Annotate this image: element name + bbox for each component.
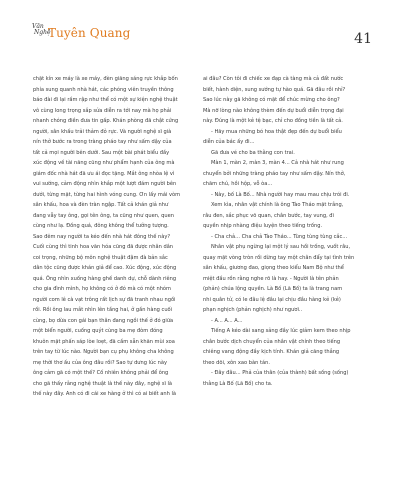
text-line: Sao lúc này gã không có mặt để chúc mừng cho ông? <box>203 97 340 104</box>
text-line: chuyển bởi những tràng pháo tay như sấm dậy. Nín thở, <box>203 170 346 177</box>
text-line: cho gã thấy rằng nghệ thuật là thế này đây, nghệ sĩ là <box>33 380 173 387</box>
text-line: sân khấu, hoa và đèn tràn ngập. Tất cả khán giả như <box>33 202 169 209</box>
text-line: Gã đưa vé cho ba thằng con trai. <box>211 149 295 156</box>
text-line: này. Đúng là một kẻ tệ bạc, chỉ cho đồng tiền là tất cả. <box>203 118 343 125</box>
text-line: Nhân vật phụ ngừng lại một lý sau hồi trống, vuốt râu, <box>211 244 351 251</box>
text-line: Cuối cùng thì tinh hoa văn hóa cũng đã được nhân dân <box>33 244 174 251</box>
text-line: - A... A... A... <box>211 317 243 324</box>
text-line: cho gia đình mình, họ không có ở đó mà có một nhóm <box>33 286 171 293</box>
text-line: - Đây đâu... Phả của thân (của thành) bất sống (sống) <box>211 370 349 377</box>
text-line: người, sân khấu trải thảm đỏ rực. Và người nghệ sĩ già <box>33 128 172 135</box>
text-line: một biển người, cuống quýt cùng ba mẹ đòm đóng <box>33 328 163 335</box>
text-line: rồi. Rồi ông lau mắt nhìn lên tầng hai, ở gần hàng cuối <box>33 307 173 314</box>
text-line: người com lê cà vạt trông rất lịch sự đã tranh nhau ngồi <box>33 296 176 303</box>
text-line: khuôn mặt phấn sáp lòe loẹt, đã cầm sẵn khăn mùi xoa <box>33 338 175 345</box>
text-line: Mà nỡ lòng nào không thèm đến dự buổi diễn trọng đại <box>203 107 344 114</box>
text-line: nhi quân tử, có le đâu lệ đâu lại chịu đầu hàng kẻ (kẻ) <box>203 296 341 303</box>
text-line: Xem kìa, nhân vật chính là ông Tào Tháo mặt trắng, <box>211 202 344 209</box>
text-line: râu đen, sắc phục võ quan, chân bước, tay vung, đi <box>203 212 334 219</box>
text-line: sân khấu, giương đao, giọng theo kiểu Nam Bộ như thể <box>203 265 344 272</box>
text-line: mẹ thời thơ ấu của ông đâu rồi? Sao tự dưng lúc này <box>33 359 168 366</box>
text-line: nín thở bước ra trong tràng pháo tay như sấm dậy của <box>33 139 172 146</box>
text-line: phía sung quanh nhà hát, các phóng viên truyền thông <box>33 86 174 93</box>
text-line: chân bước dịch chuyển của nhân vật chính theo tiếng <box>203 338 341 345</box>
text-line: - Cha chả... Cha chả Tào Tháo... Tùng tùng tùng cắc... <box>211 233 348 240</box>
text-line: Tiếng A kéo dài sang sảng đầy lúc giảm kem theo nhịp <box>211 328 351 335</box>
text-line: vui sướng, cảm động nhìn khắp một lượt đám người bên <box>33 181 177 188</box>
left-text-column <box>33 74 201 400</box>
text-line: chiêng vang động đầy kịch tính. Khán giả căng thẳng <box>203 349 340 356</box>
logo-word-nghe: Nghệ <box>34 29 51 36</box>
text-line: giám đốc nhà hát đã ưu ái đọc tặng. Mắt ông nhòa lệ vì <box>33 170 175 177</box>
text-line: cùng như lạ. Đồng quá, đông không thể tưởng tượng. <box>33 223 169 230</box>
text-line: quay mặt vòng tròn rồi dừng tay một chân đẩy tại tình trên <box>203 254 355 261</box>
text-line: đang vẫy tay ông, gọi tên ông, ta cũng như quen, quen <box>33 212 174 219</box>
text-line: vô cùng long trọng sắp sửa diễn ra tới nay mà họ phải <box>33 107 172 114</box>
text-line: diễn của bác ấy đi... <box>203 139 255 146</box>
text-line: thế này đây. Anh có đi cái xe hàng ở thì có ai biết anh là <box>33 391 177 398</box>
text-line: quyền nhịp nhàng điệu luyện theo tiếng trống. <box>203 223 323 230</box>
text-line: miệt đầu rồn rằng nghe rõ là hay. - Người là tên phản <box>203 275 339 282</box>
text-line: ai đâu? Còn tôi đi chiếc xe đạp cà tàng mà cả đất nước <box>203 76 344 82</box>
magazine-logo-title: Tuyên Quang <box>48 26 131 40</box>
text-line: cùng, bọ dừa con gái bạn thân đang ngồi thế ở đó giữa <box>33 317 174 324</box>
text-line: chăm chú, hồi hộp, vỗ òa... <box>203 181 273 188</box>
text-line: Sao đêm nay người ta kéo đến nhà hát đông thế này? <box>33 233 171 240</box>
text-line: phạn nghịch (phản nghịch) như ngươi.. <box>203 307 303 314</box>
text-line: trên tay từ lúc nào. Người bạn cụ phụ không cha không <box>33 349 174 356</box>
logo-word-van: Văn <box>32 23 44 30</box>
text-line: báo đài đi lại rầm rập như thể có một sự kiện nghệ thuật <box>33 97 178 104</box>
text-line: xúc động về tài năng cũng như phẩm hạnh của ông mà <box>33 160 175 167</box>
text-line: chặt kín xe máy là xe máy, đèn giăng sáng rực khắp bốn <box>33 76 178 82</box>
text-line: Màn 1, màn 2, màn 3, màn 4... Cả nhà hát như rung <box>211 160 344 167</box>
right-text-column <box>203 74 371 389</box>
text-line: - Hãy mua những bó hoa thật đẹp đến dự buổi biểu <box>211 128 342 135</box>
text-line: dân tộc cũng được khán giả để cao. Xúc động, xúc động <box>33 265 177 272</box>
page-header <box>0 0 402 60</box>
text-line: - Này, bố Là Bố... Nhà người hay mau mau chịu trói đi. <box>211 191 350 198</box>
text-line: thằng Là Bố (Lã Bố) cho ta. <box>203 380 273 387</box>
text-line: quá. Ông nhìn xuống hàng ghế danh dự, chỗ dành riêng <box>33 275 177 282</box>
text-line: (phản) chúa lộng quyền. Là Bố (Lã Bố) ta là trang nam <box>203 286 343 293</box>
text-line: tất cả mọi người bên dưới. Sau một bài phát biểu đầy <box>33 149 170 156</box>
text-line: coi trọng, những bộ môn nghệ thuật đậm đà bản sắc <box>33 254 168 261</box>
text-line: biết, hành diện, sung sướng tự hào quá. Gã đâu rồi nhỉ? <box>203 86 346 93</box>
text-line: nhanh chóng điền đưa tin gấp. Khán phòng đã chật cứng <box>33 118 179 125</box>
text-line: theo dõi, xôn xao bàn tán. <box>203 359 270 366</box>
page-number: 41 <box>354 31 372 47</box>
text-line: dưới, từng mặt, từng hai hình vóng cung. Ơn lấy mái vòm <box>33 191 181 198</box>
text-line: ông cảm gã có một thế? Cố nhiên không phải để ông <box>33 370 169 377</box>
